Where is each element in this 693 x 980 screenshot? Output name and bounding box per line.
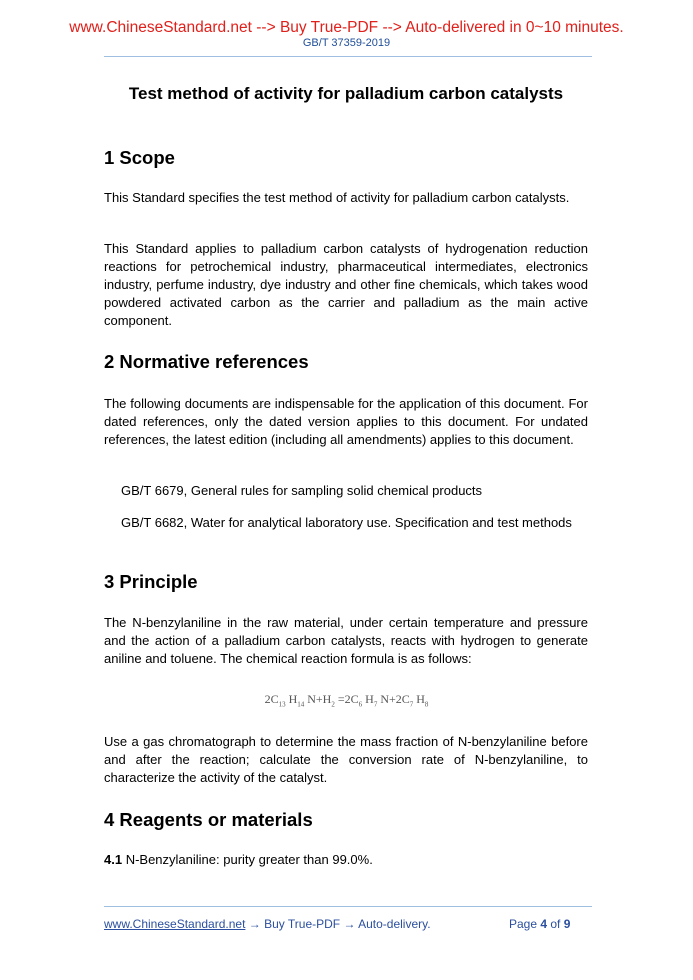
standard-code: GB/T 37359-2019	[302, 37, 391, 49]
section-heading-scope: 1 Scope	[104, 147, 175, 168]
reagent-item-text: N-Benzylaniline: purity greater than 99.0%.	[122, 852, 373, 867]
page-number: 4	[540, 917, 548, 931]
reference-gb-t-6679: GB/T 6679, General rules for sampling solid chemical products	[121, 483, 483, 498]
scope-paragraph-1: This Standard specifies the test method of activity for palladium carbon catalysts.	[104, 190, 570, 205]
scope-paragraph-2: This Standard applies to palladium carbon catalysts of hydrogenation reduction reactions for petrochemical industry, pharmaceutical intermediates, electronics industry, perfume industry, dye industry and other fine chemicals, which takes wood powdered activated carbon as the carrier and palladium as the main active component.	[104, 241, 588, 328]
footer-link-rest: → Buy True-PDF → Auto-delivery.	[245, 917, 431, 931]
top-banner[interactable]: www.ChineseStandard.net --> Buy True-PDF --> Auto-delivered in 0~10 minutes.	[69, 19, 624, 36]
page-total: 9	[563, 917, 571, 931]
section-heading-principle: 3 Principle	[104, 571, 198, 592]
footer-rule	[104, 906, 592, 907]
footer-site-link[interactable]: www.ChineseStandard.net	[104, 917, 246, 931]
principle-paragraph-2: Use a gas chromatograph to determine the mass fraction of N-benzylaniline before and after the reaction; calculate the conversion rate of N-benzylaniline, to characterize the activity of the catalyst.	[104, 734, 588, 785]
section-heading-normative-references: 2 Normative references	[104, 351, 309, 372]
chemical-reaction-formula: $2C_{13}$ $H_{14}$ $N+H_2 =2C_6$ $H_7$ $N+2C_7$ $H_8$	[264, 692, 429, 709]
normative-paragraph: The following documents are indispensable for the application of this document. For dated references, only the dated version applies to this document. For undated references, the latest edition (including all amendments) applies to this document.	[104, 396, 588, 447]
reagent-item-number: 4.1	[104, 852, 123, 867]
reference-gb-t-6682: GB/T 6682, Water for analytical laboratory use. Specification and test methods	[121, 515, 572, 530]
document-title: Test method of activity for palladium carbon catalysts	[128, 84, 564, 103]
section-heading-reagents: 4 Reagents or materials	[104, 809, 313, 830]
principle-paragraph-1: The N-benzylaniline in the raw material, under certain temperature and pressure and the action of a palladium carbon catalysts, reacts with hydrogen to generate aniline and toluene. The chemical reaction formula is as follows:	[104, 615, 588, 666]
footer-link[interactable]	[104, 917, 431, 931]
reagent-item-4-1	[104, 851, 588, 869]
header-rule	[104, 56, 592, 57]
page-indicator: Page 4 of 9	[509, 917, 571, 931]
